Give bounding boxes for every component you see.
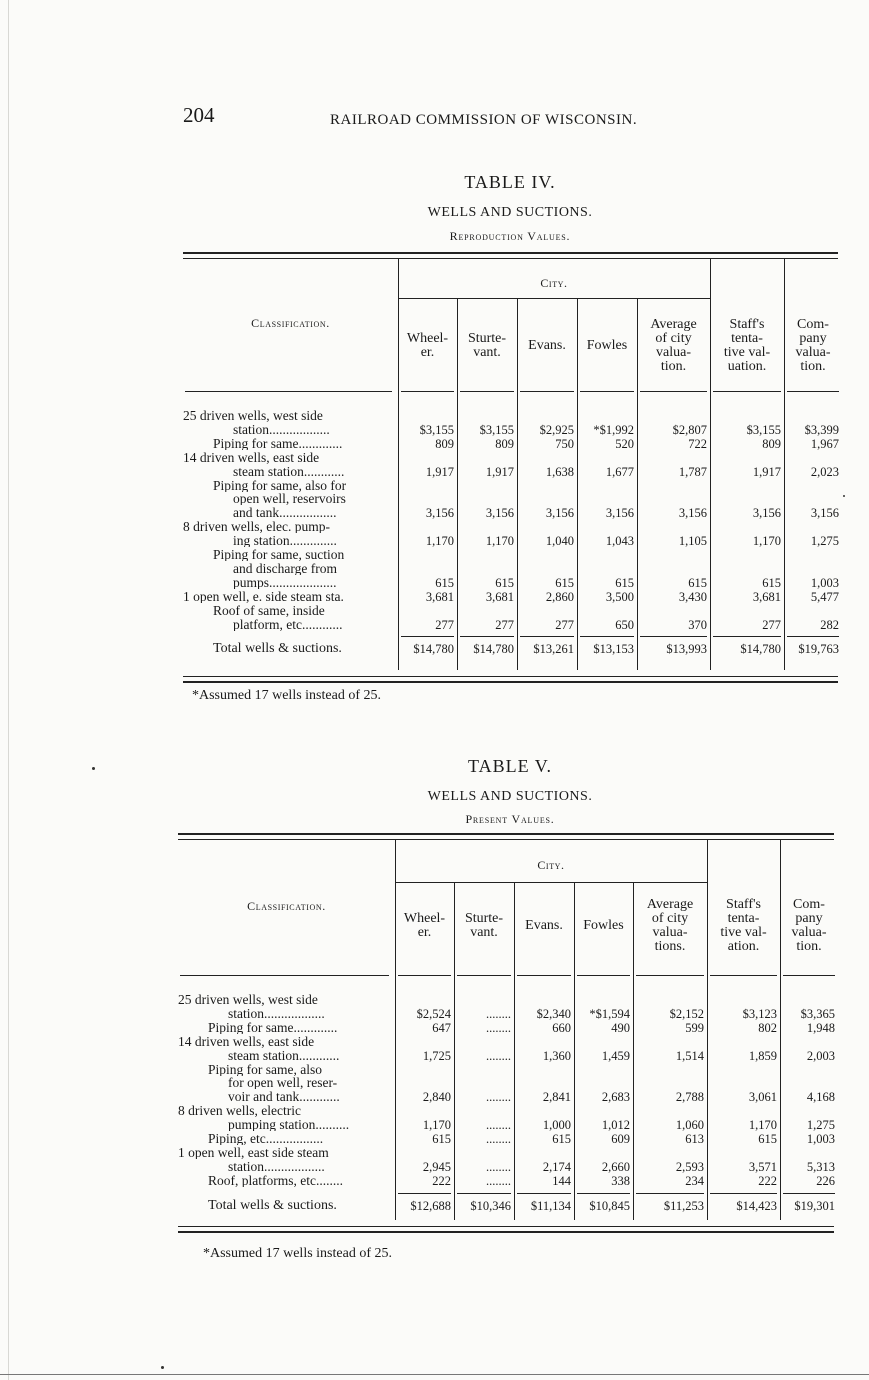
table-cell: $3,399 bbox=[804, 422, 839, 437]
table-cell: 615 bbox=[432, 1132, 451, 1146]
table-cell: 609 bbox=[611, 1132, 630, 1146]
table-cell: 1,043 bbox=[605, 534, 634, 549]
table-cell: 615 bbox=[688, 575, 707, 590]
row-label: platform, etc............ bbox=[233, 617, 343, 631]
classification-header: Classification. bbox=[247, 899, 326, 913]
scan-speck bbox=[161, 1366, 164, 1369]
table-cell: 2,003 bbox=[806, 1048, 835, 1063]
table-cell: 3,430 bbox=[678, 589, 707, 604]
table-subtitle: WELLS AND SUCTIONS. bbox=[427, 205, 593, 220]
table-cell: $2,524 bbox=[416, 1006, 451, 1021]
total-rule bbox=[517, 1193, 571, 1194]
column-header-company: pany bbox=[795, 911, 823, 926]
column-header-average: tion. bbox=[660, 359, 687, 374]
table-top-rule-2 bbox=[183, 258, 838, 259]
row-label: open well, reservoirs bbox=[233, 492, 346, 506]
column-header-sturtevant: Sturte- bbox=[467, 331, 507, 346]
header-bottom-rule bbox=[783, 975, 835, 976]
table-cell: 3,156 bbox=[425, 506, 454, 521]
row-label: station.................. bbox=[228, 1159, 325, 1173]
table-bottom-rule-2 bbox=[183, 681, 838, 683]
column-header-staff: tenta- bbox=[731, 331, 763, 346]
header-bottom-rule bbox=[787, 391, 839, 392]
footnote: *Assumed 17 wells instead of 25. bbox=[192, 688, 381, 703]
total-rule bbox=[783, 1193, 835, 1194]
row-label: voir and tank............ bbox=[228, 1090, 340, 1104]
column-header-staff: tive val- bbox=[720, 925, 767, 940]
column-divider bbox=[398, 259, 399, 670]
column-header-average: valua- bbox=[652, 925, 688, 940]
column-header-company: tion. bbox=[796, 939, 822, 954]
total-rule bbox=[520, 636, 574, 637]
table-cell: 277 bbox=[555, 617, 574, 632]
row-label: ing station.............. bbox=[233, 534, 337, 548]
table-cell: $2,340 bbox=[536, 1006, 571, 1021]
column-header-evans: Evans. bbox=[528, 338, 566, 353]
table-top-rule bbox=[178, 833, 834, 835]
column-header-company: valua- bbox=[791, 925, 827, 940]
table-cell: 615 bbox=[435, 575, 454, 590]
column-header-staff: ation. bbox=[727, 939, 760, 954]
table-cell: 599 bbox=[685, 1020, 704, 1035]
table-cell: 1,917 bbox=[425, 464, 454, 479]
total-cell: $19,301 bbox=[794, 1199, 835, 1213]
table-cell: $3,155 bbox=[746, 422, 781, 437]
column-header-average: valua- bbox=[656, 345, 691, 360]
total-rule bbox=[398, 1193, 451, 1194]
table-cell: 282 bbox=[820, 617, 839, 632]
table-cell: 370 bbox=[688, 617, 707, 632]
row-label: 25 driven wells, west side bbox=[183, 409, 323, 422]
table-cell: 1,170 bbox=[485, 534, 514, 549]
total-label: Total wells & suctions. bbox=[213, 641, 342, 656]
table-cell: 1,917 bbox=[485, 464, 514, 479]
table-cell: 3,156 bbox=[545, 506, 574, 521]
total-cell: $11,253 bbox=[663, 1199, 704, 1213]
table-cell: 222 bbox=[432, 1173, 451, 1188]
total-cell: $10,346 bbox=[470, 1199, 511, 1213]
row-label: 14 driven wells, east side bbox=[183, 450, 320, 464]
row-label: for open well, reser- bbox=[228, 1076, 338, 1090]
table-cell: 1,677 bbox=[605, 464, 634, 479]
column-header-company: tion. bbox=[800, 359, 826, 374]
total-cell: $14,423 bbox=[736, 1199, 777, 1213]
header-bottom-rule bbox=[398, 975, 451, 976]
table-cell: $3,123 bbox=[742, 1006, 777, 1021]
table-cell: 809 bbox=[762, 436, 781, 451]
table-cell: 615 bbox=[762, 575, 781, 590]
table-cell: 615 bbox=[552, 1132, 571, 1146]
table-subtitle-values: Present Values. bbox=[465, 812, 555, 826]
table-subtitle: WELLS AND SUCTIONS. bbox=[427, 789, 593, 804]
table-cell: 1,360 bbox=[542, 1048, 571, 1063]
table-cell: 1,170 bbox=[752, 534, 781, 549]
table-cell: 809 bbox=[435, 436, 454, 451]
table-cell: 1,514 bbox=[675, 1048, 704, 1063]
table-cell: ........ bbox=[486, 1118, 511, 1133]
table-cell: 615 bbox=[615, 575, 634, 590]
table-cell: 226 bbox=[816, 1173, 835, 1188]
row-label: pumps.................... bbox=[233, 575, 337, 589]
row-label: and discharge from bbox=[233, 561, 337, 575]
table-cell: 1,012 bbox=[601, 1118, 630, 1133]
table-cell: 615 bbox=[758, 1132, 777, 1146]
column-header-company: Com- bbox=[797, 317, 829, 332]
table-cell: 660 bbox=[552, 1020, 571, 1035]
total-rule bbox=[460, 636, 514, 637]
column-header-average: Average bbox=[650, 317, 697, 332]
table-cell: 234 bbox=[685, 1173, 704, 1188]
table-cell: 647 bbox=[432, 1020, 451, 1035]
table-cell: 3,061 bbox=[748, 1090, 777, 1105]
header-bottom-rule bbox=[636, 975, 704, 976]
table-cell: 1,003 bbox=[810, 575, 839, 590]
table-cell: 2,841 bbox=[542, 1090, 571, 1105]
total-rule bbox=[713, 636, 781, 637]
total-rule bbox=[710, 1193, 777, 1194]
column-header-fowles: Fowles bbox=[583, 918, 624, 933]
table-cell: 338 bbox=[611, 1173, 630, 1188]
row-label: Piping, etc................. bbox=[208, 1132, 324, 1145]
table-cell: 2,683 bbox=[601, 1090, 630, 1105]
column-header-wheeler: er. bbox=[417, 925, 432, 940]
table-cell: 1,725 bbox=[422, 1048, 451, 1063]
table-cell: 5,313 bbox=[806, 1159, 835, 1174]
total-rule bbox=[401, 636, 454, 637]
table-cell: 615 bbox=[495, 575, 514, 590]
table-cell: 222 bbox=[758, 1173, 777, 1188]
row-label: Piping for same, also for bbox=[213, 478, 347, 492]
header-bottom-rule bbox=[180, 975, 389, 976]
header-bottom-rule bbox=[401, 391, 454, 392]
total-cell: $11,134 bbox=[530, 1199, 571, 1213]
table-cell: 3,156 bbox=[752, 506, 781, 521]
row-label: 25 driven wells, west side bbox=[178, 993, 318, 1006]
table-cell: 3,156 bbox=[810, 506, 839, 521]
column-header-wheeler: Wheel- bbox=[403, 911, 446, 926]
table-cell: 1,638 bbox=[545, 464, 574, 479]
table-cell: ........ bbox=[486, 1048, 511, 1063]
total-rule bbox=[457, 1193, 511, 1194]
header-bottom-rule bbox=[517, 975, 571, 976]
table-cell: $2,152 bbox=[669, 1006, 704, 1021]
table-cell: 1,948 bbox=[806, 1020, 835, 1035]
row-label: Piping for same, also bbox=[208, 1062, 322, 1076]
table-bottom-rule bbox=[183, 676, 838, 677]
table-cell: ........ bbox=[486, 1090, 511, 1105]
row-label: 1 open well, e. side steam sta. bbox=[183, 589, 344, 603]
page-bottom-rule bbox=[0, 1374, 869, 1375]
total-cell: $14,780 bbox=[473, 642, 514, 656]
table-cell: 3,156 bbox=[678, 506, 707, 521]
row-label: 1 open well, east side steam bbox=[178, 1145, 329, 1159]
header-bottom-rule bbox=[640, 391, 707, 392]
row-label: Roof, platforms, etc........ bbox=[208, 1173, 343, 1187]
header-bottom-rule bbox=[460, 391, 514, 392]
table-cell: 613 bbox=[685, 1132, 704, 1146]
column-header-sturtevant: Sturte- bbox=[464, 911, 504, 926]
table-cell: 802 bbox=[758, 1020, 777, 1035]
table-cell: 1,787 bbox=[678, 464, 707, 479]
table-cell: 2,593 bbox=[675, 1159, 704, 1174]
total-cell: $13,261 bbox=[533, 642, 574, 656]
table-cell: 277 bbox=[435, 617, 454, 632]
column-header-company: pany bbox=[799, 331, 827, 346]
table-cell: 3,681 bbox=[752, 589, 781, 604]
table-cell: 1,459 bbox=[601, 1048, 630, 1063]
column-header-sturtevant: vant. bbox=[470, 925, 498, 940]
classification-header: Classification. bbox=[251, 316, 330, 330]
total-rule bbox=[580, 636, 634, 637]
table-cell: 1,003 bbox=[806, 1132, 835, 1146]
table-cell: 650 bbox=[615, 617, 634, 632]
table-cell: 809 bbox=[495, 436, 514, 451]
total-cell: $10,845 bbox=[589, 1199, 630, 1213]
column-header-staff: uation. bbox=[727, 359, 767, 374]
row-label: pumping station.......... bbox=[228, 1118, 350, 1132]
row-label: Piping for same, suction bbox=[213, 548, 345, 561]
table-cell: 722 bbox=[688, 436, 707, 451]
table-bottom-rule-2 bbox=[178, 1231, 834, 1233]
total-cell: $12,688 bbox=[410, 1199, 451, 1213]
total-rule bbox=[636, 1193, 704, 1194]
table-cell: 2,660 bbox=[601, 1159, 630, 1174]
table-cell: 2,840 bbox=[422, 1090, 451, 1105]
row-label: Roof of same, inside bbox=[213, 603, 325, 617]
total-rule bbox=[640, 636, 707, 637]
column-header-sturtevant: vant. bbox=[473, 345, 501, 360]
total-cell: $19,763 bbox=[798, 642, 839, 656]
row-label: station.................. bbox=[228, 1006, 325, 1020]
total-rule bbox=[577, 1193, 630, 1194]
table-top-rule bbox=[183, 252, 838, 254]
table-cell: 1,917 bbox=[752, 464, 781, 479]
column-header-fowles: Fowles bbox=[586, 338, 628, 353]
table-cell: 2,945 bbox=[422, 1159, 451, 1174]
row-label: 8 driven wells, elec. pump- bbox=[183, 520, 330, 534]
table-cell: ........ bbox=[486, 1006, 511, 1021]
column-header-staff: tenta- bbox=[727, 911, 760, 926]
column-header-average: Average bbox=[646, 897, 694, 912]
scan-speck bbox=[92, 767, 95, 770]
table-cell: 2,788 bbox=[675, 1090, 704, 1105]
column-header-wheeler: Wheel- bbox=[406, 331, 449, 346]
total-cell: $14,780 bbox=[413, 642, 454, 656]
column-header-evans: Evans. bbox=[525, 918, 563, 933]
table-cell: $3,155 bbox=[479, 422, 514, 437]
table-subtitle-values: Reproduction Values. bbox=[449, 229, 571, 243]
table-cell: $3,155 bbox=[419, 422, 454, 437]
header-bottom-rule bbox=[520, 391, 574, 392]
table-cell: 1,967 bbox=[810, 436, 839, 451]
table-top-rule-2 bbox=[178, 839, 834, 840]
table-cell: 490 bbox=[611, 1020, 630, 1035]
table-bottom-rule bbox=[178, 1226, 834, 1227]
table-cell: $2,925 bbox=[539, 422, 574, 437]
table-cell: 2,860 bbox=[545, 589, 574, 604]
table-cell: 1,040 bbox=[545, 534, 574, 549]
header-bottom-rule bbox=[710, 975, 777, 976]
table-cell: 5,477 bbox=[810, 589, 839, 604]
table-cell: 277 bbox=[495, 617, 514, 632]
table-cell: 1,275 bbox=[810, 534, 839, 549]
column-divider bbox=[577, 298, 578, 670]
total-cell: $14,780 bbox=[740, 642, 781, 656]
table-cell: ........ bbox=[486, 1020, 511, 1035]
column-header-average: of city bbox=[651, 911, 689, 926]
table-cell: 520 bbox=[615, 436, 634, 451]
table-cell: 3,500 bbox=[605, 589, 634, 604]
page-number: 204 bbox=[183, 103, 215, 127]
table-cell: *$1,594 bbox=[589, 1006, 630, 1021]
column-header-wheeler: er. bbox=[420, 345, 435, 360]
table-cell: 3,681 bbox=[485, 589, 514, 604]
city-header-rule bbox=[398, 298, 710, 299]
table-cell: 144 bbox=[552, 1173, 571, 1188]
table-cell: ........ bbox=[486, 1173, 511, 1188]
table-cell: 1,170 bbox=[748, 1118, 777, 1133]
header-bottom-rule bbox=[577, 975, 630, 976]
city-header: City. bbox=[537, 858, 565, 872]
row-label: and tank................. bbox=[233, 506, 337, 520]
table-cell: $3,365 bbox=[800, 1006, 835, 1021]
header-bottom-rule bbox=[457, 975, 511, 976]
table-title: TABLE IV. bbox=[464, 172, 556, 192]
table-cell: *$1,992 bbox=[593, 422, 634, 437]
row-label: Piping for same............. bbox=[213, 436, 343, 450]
column-divider bbox=[517, 298, 518, 670]
column-header-staff: Staff's bbox=[729, 317, 765, 332]
scan-speck bbox=[843, 495, 845, 497]
row-label: 8 driven wells, electric bbox=[178, 1104, 301, 1118]
table-cell: 2,023 bbox=[810, 464, 839, 479]
table-title: TABLE V. bbox=[468, 756, 552, 776]
running-head: RAILROAD COMMISSION OF WISCONSIN. bbox=[330, 112, 638, 128]
table-cell: 3,571 bbox=[748, 1159, 777, 1174]
header-bottom-rule bbox=[713, 391, 781, 392]
table-cell: 1,170 bbox=[422, 1118, 451, 1133]
table-cell: 615 bbox=[555, 575, 574, 590]
table-cell: 1,859 bbox=[748, 1048, 777, 1063]
column-header-company: valua- bbox=[795, 345, 831, 360]
table-cell: 3,156 bbox=[485, 506, 514, 521]
row-label: steam station............ bbox=[233, 464, 345, 478]
table-cell: 750 bbox=[555, 436, 574, 451]
row-label: Piping for same............. bbox=[208, 1020, 338, 1034]
table-cell: 1,275 bbox=[806, 1118, 835, 1133]
column-header-staff: tive val- bbox=[723, 345, 771, 360]
total-label: Total wells & suctions. bbox=[208, 1198, 337, 1213]
row-label: station.................. bbox=[233, 422, 330, 436]
table-cell: 3,156 bbox=[605, 506, 634, 521]
table-cell: 1,000 bbox=[542, 1118, 571, 1133]
table-cell: 1,170 bbox=[425, 534, 454, 549]
table-cell: ........ bbox=[486, 1132, 511, 1146]
table-cell: 1,060 bbox=[675, 1118, 704, 1133]
city-header-rule bbox=[395, 882, 707, 883]
total-cell: $13,993 bbox=[666, 642, 707, 656]
table-cell: 277 bbox=[762, 617, 781, 632]
city-header: City. bbox=[540, 276, 568, 290]
total-cell: $13,153 bbox=[593, 642, 634, 656]
table-cell: 2,174 bbox=[542, 1159, 571, 1174]
header-bottom-rule bbox=[580, 391, 634, 392]
column-header-average: of city bbox=[655, 331, 692, 346]
total-rule bbox=[787, 636, 839, 637]
table-cell: ........ bbox=[486, 1159, 511, 1174]
header-bottom-rule bbox=[185, 391, 392, 392]
table-cell: 1,105 bbox=[678, 534, 707, 549]
column-header-company: Com- bbox=[793, 897, 825, 912]
column-header-staff: Staff's bbox=[726, 897, 761, 912]
table-cell: 3,681 bbox=[425, 589, 454, 604]
column-header-average: tions. bbox=[654, 939, 686, 954]
row-label: steam station............ bbox=[228, 1048, 340, 1062]
footnote: *Assumed 17 wells instead of 25. bbox=[203, 1246, 392, 1261]
table-cell: $2,807 bbox=[672, 422, 707, 437]
row-label: 14 driven wells, east side bbox=[178, 1034, 315, 1048]
table-cell: 4,168 bbox=[806, 1090, 835, 1105]
